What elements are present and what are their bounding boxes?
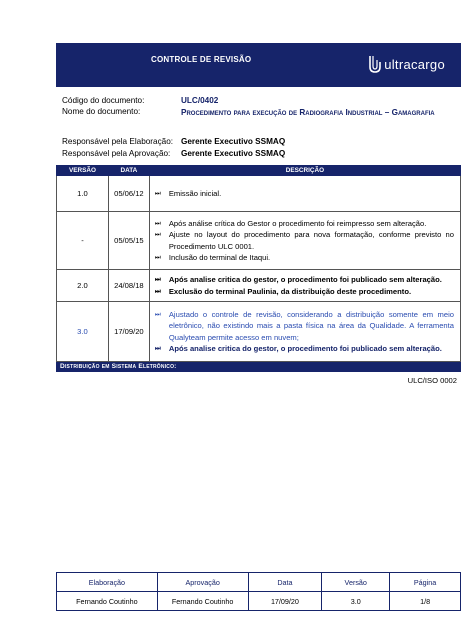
header-banner	[56, 43, 461, 87]
doc-name-value: Procedimento para execução de Radiografia Industrial – Gamagrafia	[181, 108, 435, 117]
ultracargo-logo-icon	[368, 54, 382, 74]
description-cell	[149, 212, 460, 270]
date-cell: 17/09/20	[108, 302, 149, 362]
column-header-description: DESCRIÇÃO	[149, 166, 460, 176]
list-item: ⏭ Após analise critica do gestor, o procedimento foi publicado sem alteração.	[154, 275, 442, 284]
page-title: CONTROLE DE REVISÃO	[151, 55, 252, 64]
next-track-icon: ⏭	[154, 276, 161, 283]
footer-header-row	[57, 573, 461, 592]
footer-value-row	[57, 592, 461, 611]
next-track-icon: ⏭	[154, 231, 161, 238]
version-cell: 3.0	[57, 302, 109, 362]
list-item: ⏭ Ajustado o controle de revisão, considerando a distribuição somente em meio eletrônico, não existindo mais a pasta física na área da Qualidade. A ferramenta Qualyteam permite acesso em nuvem;	[154, 309, 454, 342]
footer-version-value: 3.0	[322, 592, 390, 611]
version-cell: 2.0	[57, 270, 109, 302]
next-track-icon: ⏭	[154, 254, 161, 261]
distribution-bar	[56, 362, 461, 372]
date-cell: 24/08/18	[108, 270, 149, 302]
ultracargo-logo	[368, 51, 445, 77]
approval-label: Responsável pela Aprovação:	[62, 149, 171, 158]
footer-header-approval: Aprovação	[157, 573, 248, 592]
date-cell: 05/06/12	[108, 176, 149, 212]
footer-header-elaboration: Elaboração	[57, 573, 158, 592]
doc-name-label: Nome do documento:	[62, 107, 141, 116]
elaboration-label: Responsável pela Elaboração:	[62, 137, 174, 146]
description-cell	[149, 302, 460, 362]
next-track-icon: ⏭	[154, 189, 161, 197]
doc-code-label: Código do documento:	[62, 96, 145, 105]
revision-table-header	[57, 166, 461, 176]
list-item: ⏭ Inclusão do terminal de Itaqui.	[154, 253, 271, 262]
column-header-version: VERSÃO	[57, 166, 109, 176]
next-track-icon: ⏭	[154, 287, 161, 295]
list-item: ⏭ Emissão inicial.	[154, 188, 222, 198]
distribution-title: Distribuição em Sistema Eletrônico:	[60, 363, 177, 370]
approval-value: Gerente Executivo SSMAQ	[181, 149, 286, 158]
footer-elaboration-value: Fernando Coutinho	[57, 592, 158, 611]
date-cell: 05/05/15	[108, 212, 149, 270]
footer-page-value: 1/8	[390, 592, 461, 611]
list-item: ⏭ Ajuste no layout do procedimento para nova formatação, conforme previsto no Procedimento ULC 0001.	[154, 230, 454, 251]
next-track-icon: ⏭	[154, 345, 161, 352]
footer-header-page: Página	[390, 573, 461, 592]
footer-header-date: Data	[248, 573, 322, 592]
table-row	[57, 212, 461, 270]
version-cell: -	[57, 212, 109, 270]
footer-header-version: Versão	[322, 573, 390, 592]
brand-name: ultracargo	[384, 56, 445, 72]
table-row	[57, 302, 461, 362]
description-cell	[149, 176, 460, 212]
next-track-icon: ⏭	[154, 310, 161, 318]
table-row	[57, 176, 461, 212]
distribution-reference: ULC/ISO 0002	[407, 376, 457, 385]
footer-table	[56, 572, 461, 611]
doc-code-value: ULC/0402	[181, 96, 219, 105]
revision-table	[56, 165, 461, 362]
list-item: ⏭ Exclusão do terminal Paulinia, da distribuição deste procedimento.	[154, 286, 412, 296]
column-header-date: DATA	[108, 166, 149, 176]
footer-approval-value: Fernando Coutinho	[157, 592, 248, 611]
description-cell	[149, 270, 460, 302]
elaboration-value: Gerente Executivo SSMAQ	[181, 137, 286, 146]
list-item: ⏭ Após análise crítica do Gestor o procedimento foi reimpresso sem alteração.	[154, 218, 427, 228]
footer-date-value: 17/09/20	[248, 592, 322, 611]
next-track-icon: ⏭	[154, 219, 161, 227]
table-row	[57, 270, 461, 302]
list-item: ⏭ Após analise critica do gestor, o procedimento foi publicado sem alteração.	[154, 344, 442, 353]
version-cell: 1.0	[57, 176, 109, 212]
